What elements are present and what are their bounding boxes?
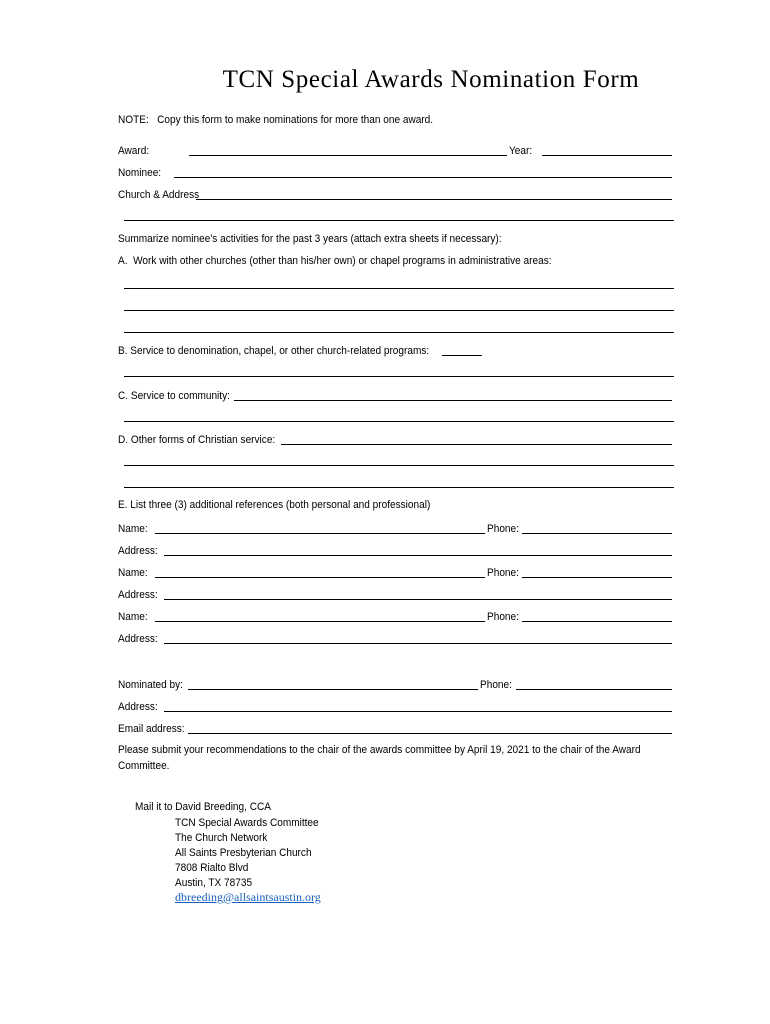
ref3-address-label: Address: xyxy=(118,633,158,645)
nominee-row xyxy=(118,164,674,180)
ref3-address-row xyxy=(118,630,674,646)
ref3-name-label: Name: xyxy=(118,611,148,623)
year-field[interactable] xyxy=(542,143,672,156)
mail-intro: Mail it to David Breeding, CCA xyxy=(135,801,271,813)
ref3-phone-field[interactable] xyxy=(522,609,672,622)
section-b-row xyxy=(118,342,674,358)
church-extra-line[interactable] xyxy=(124,220,674,221)
section-d-line-2[interactable] xyxy=(124,487,674,488)
ref2-address-field[interactable] xyxy=(164,587,672,600)
ref1-name-label: Name: xyxy=(118,523,148,535)
ref1-address-row xyxy=(118,542,674,558)
nominator-phone-label: Phone: xyxy=(480,679,513,691)
mail-email-link[interactable]: dbreeding@allsaintsaustin.org xyxy=(175,890,321,904)
submit-instructions: Please submit your recommendations to the chair of the awards committee by April 19, 2021 to the chair of the Award Committee. xyxy=(118,744,641,772)
mail-line-5: Austin, TX 78735 xyxy=(175,877,253,889)
nominated-by-label: Nominated by: xyxy=(118,679,183,691)
section-b-field[interactable] xyxy=(442,343,482,356)
section-c-row xyxy=(118,387,674,403)
section-a-line-2[interactable] xyxy=(124,310,674,311)
church-field[interactable] xyxy=(196,187,672,200)
nominee-field[interactable] xyxy=(174,165,672,178)
nominator-address-label: Address: xyxy=(118,701,158,713)
section-d-field[interactable] xyxy=(281,432,672,445)
ref2-phone-label: Phone: xyxy=(486,567,519,579)
section-a-text: A. Work with other churches (other than his/her own) or chapel programs in administrative areas: xyxy=(118,255,552,267)
ref1-address-label: Address: xyxy=(118,545,158,557)
mail-line-2: The Church Network xyxy=(175,832,268,844)
ref2-name-field[interactable] xyxy=(155,565,485,578)
section-a-line-1[interactable] xyxy=(124,288,674,289)
ref3-name-row xyxy=(118,608,674,624)
ref3-address-field[interactable] xyxy=(164,631,672,644)
note-text: NOTE: Copy this form to make nominations for more than one award. xyxy=(118,114,434,126)
church-label: Church & Address xyxy=(118,189,200,201)
award-label: Award: xyxy=(118,145,150,157)
section-e-text: E. List three (3) additional references (both personal and professional) xyxy=(118,499,431,511)
nominator-email-field[interactable] xyxy=(188,721,672,734)
section-d-row xyxy=(118,431,674,447)
ref2-name-row xyxy=(118,564,674,580)
ref3-phone-label: Phone: xyxy=(486,611,519,623)
mail-line-3: All Saints Presbyterian Church xyxy=(175,847,312,859)
section-d-line-1[interactable] xyxy=(124,465,674,466)
section-c-label: C. Service to community: xyxy=(118,390,230,402)
email-label: Email address: xyxy=(118,723,185,735)
ref1-name-field[interactable] xyxy=(155,521,485,534)
section-c-field[interactable] xyxy=(234,388,672,401)
nominator-email-row xyxy=(118,720,674,736)
ref3-name-field[interactable] xyxy=(155,609,485,622)
ref1-phone-label: Phone: xyxy=(486,523,519,535)
section-d-label: D. Other forms of Christian service: xyxy=(118,434,276,446)
form-title: TCN Special Awards Nomination Form xyxy=(222,66,640,93)
nominated-by-field[interactable] xyxy=(188,677,478,690)
section-b-label: B. Service to denomination, chapel, or other church-related programs: xyxy=(118,345,430,357)
church-row xyxy=(118,186,674,202)
ref1-phone-field[interactable] xyxy=(522,521,672,534)
year-label: Year: xyxy=(508,145,532,157)
ref1-address-field[interactable] xyxy=(164,543,672,556)
summarize-text: Summarize nominee's activities for the past 3 years (attach extra sheets if necessary): xyxy=(118,233,502,245)
nominator-phone-field[interactable] xyxy=(516,677,672,690)
award-field[interactable] xyxy=(189,143,507,156)
ref2-phone-field[interactable] xyxy=(522,565,672,578)
nominator-address-row xyxy=(118,698,674,714)
nominee-label: Nominee: xyxy=(118,167,162,179)
ref2-address-label: Address: xyxy=(118,589,158,601)
award-row xyxy=(118,142,674,158)
mail-line-1: TCN Special Awards Committee xyxy=(175,817,319,829)
section-c-line[interactable] xyxy=(124,421,674,422)
section-b-line[interactable] xyxy=(124,376,674,377)
section-a-line-3[interactable] xyxy=(124,332,674,333)
mail-line-4: 7808 Rialto Blvd xyxy=(175,862,249,874)
nominated-by-row xyxy=(118,676,674,692)
ref1-name-row xyxy=(118,520,674,536)
ref2-address-row xyxy=(118,586,674,602)
nominator-address-field[interactable] xyxy=(164,699,672,712)
ref2-name-label: Name: xyxy=(118,567,148,579)
